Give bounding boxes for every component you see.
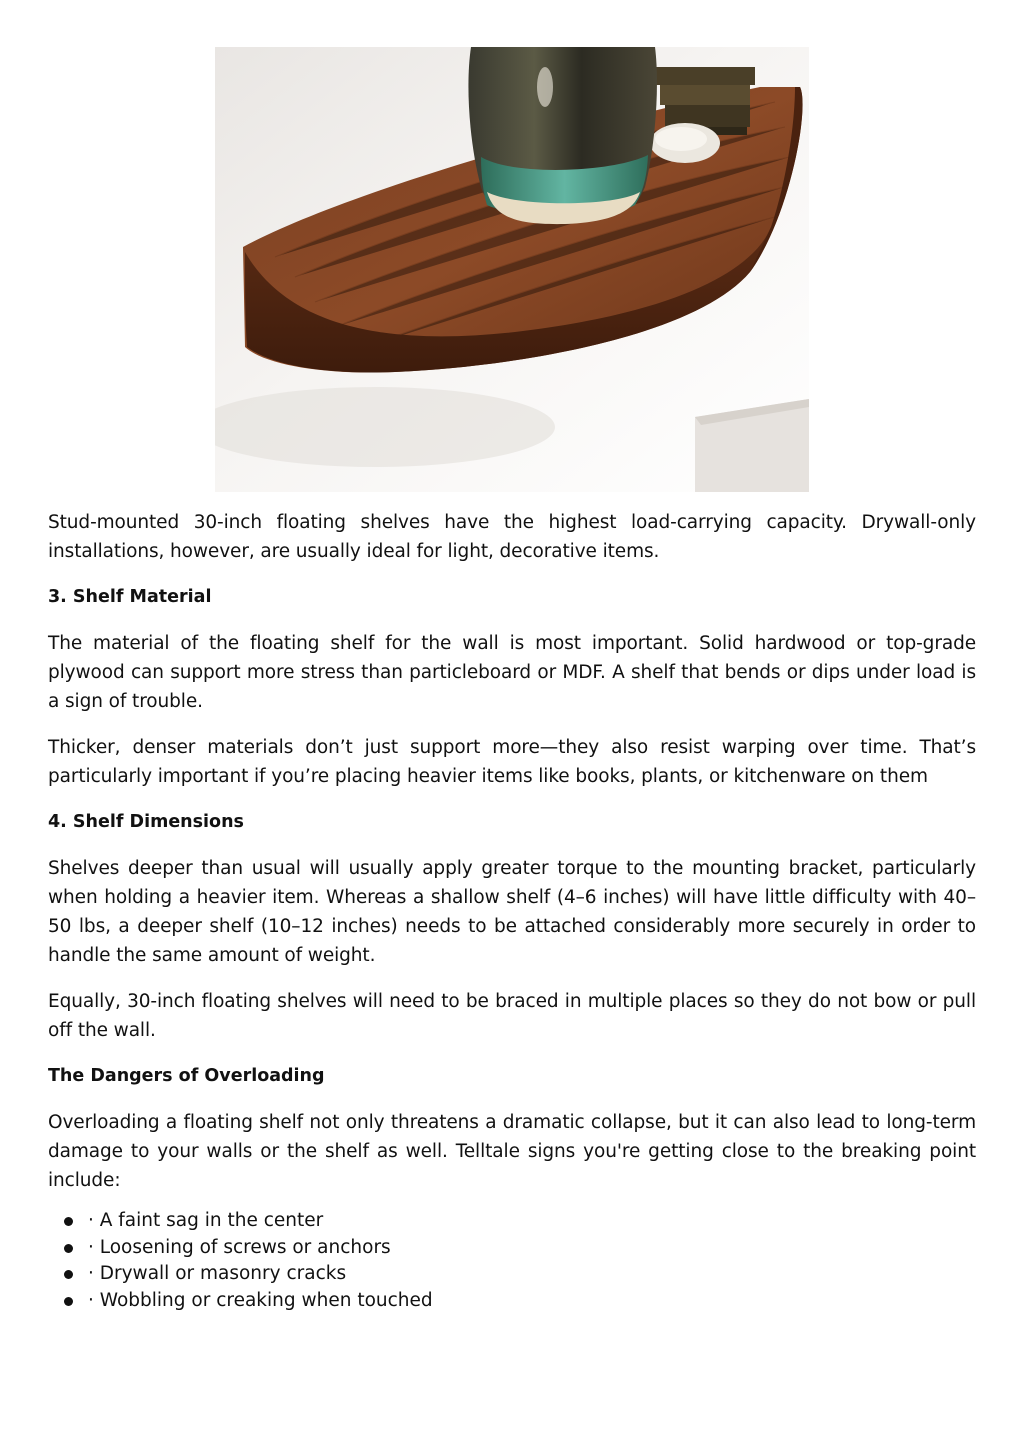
list-item-text: · A faint sag in the center (88, 1210, 324, 1231)
paragraph-stud-mounted: Stud-mounted 30-inch floating shelves have the highest load-carrying capacity. Drywall-only installations, however, are usually ideal for light, decorative items. (48, 512, 976, 562)
heading-dangers-of-overloading: The Dangers of Overloading (48, 1066, 325, 1086)
paragraph-dimensions: Shelves deeper than usual will usually apply greater torque to the mounting bracket, particularly when holding a heavier item. Whereas a shallow shelf (4–6 inches) will have little difficulty with 40–50 lbs, a deeper shelf (10–12 inches) needs to be attached considerably more securely in order to handle the same amount of weight. (48, 858, 976, 966)
bullet-icon (64, 1297, 73, 1306)
paragraph-thicker-materials: Thicker, denser materials don’t just support more—they also resist warping over time. That’s particularly important if you’re placing heavier items like books, plants, or kitchenware on them (48, 737, 976, 787)
list-item-text: · Wobbling or creaking when touched (88, 1289, 433, 1311)
bullet-icon (64, 1244, 73, 1253)
bullet-icon (64, 1217, 73, 1226)
warning-signs-list (48, 1208, 976, 1314)
list-item (48, 1208, 976, 1235)
article-body (48, 508, 976, 1314)
list-item (48, 1288, 976, 1315)
heading-shelf-dimensions: 4. Shelf Dimensions (48, 812, 244, 832)
paragraph-overloading: Overloading a floating shelf not only threatens a dramatic collapse, but it can also lead to long-term damage to your walls or the shelf as well. Telltale signs you're getting close to the breaking point include: (48, 1112, 976, 1191)
heading-shelf-material: 3. Shelf Material (48, 587, 212, 607)
list-item (48, 1261, 976, 1288)
list-item-text: · Drywall or masonry cracks (88, 1263, 347, 1284)
floating-shelf-photo (215, 47, 809, 492)
list-item (48, 1235, 976, 1262)
list-item-text: · Loosening of screws or anchors (88, 1236, 391, 1258)
bullet-icon (64, 1270, 73, 1279)
paragraph-material: The material of the floating shelf for the wall is most important. Solid hardwood or top-grade plywood can support more stress than particleboard or MDF. A shelf that bends or dips under load is a sign of trouble. (48, 633, 976, 712)
paragraph-bracing: Equally, 30-inch floating shelves will need to be braced in multiple places so they do not bow or pull off the wall. (48, 991, 976, 1041)
